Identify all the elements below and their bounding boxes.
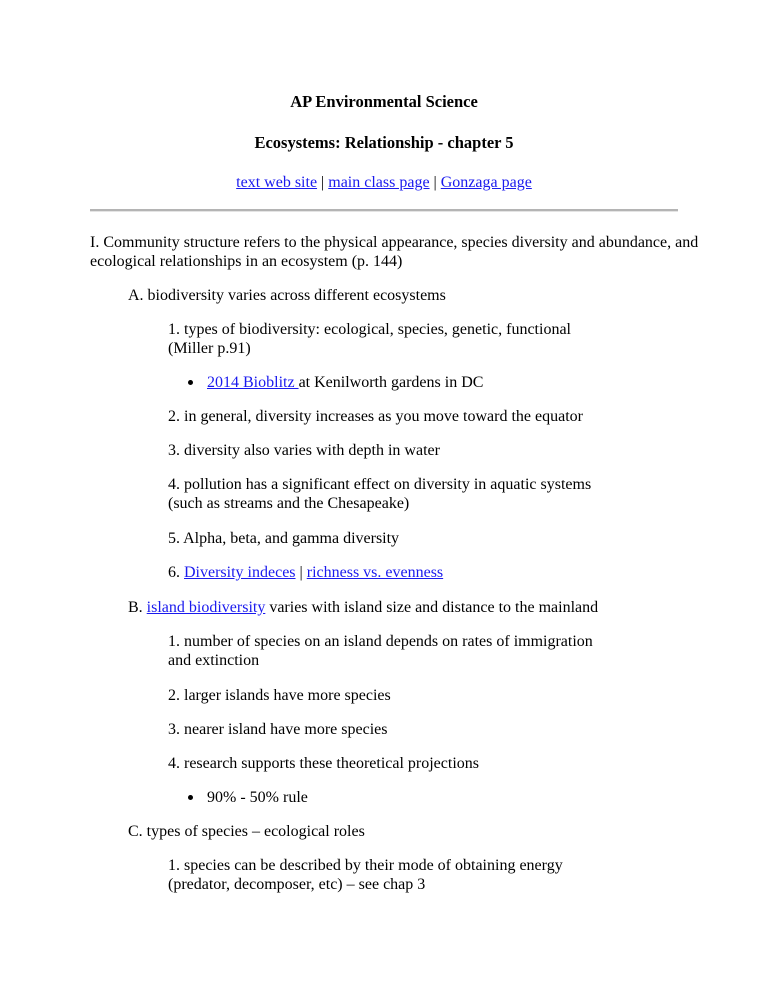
a-item-1-line1: 1. types of biodiversity: ecological, species, genetic, functional — [168, 321, 571, 338]
bullet-text: at Kenilworth gardens in DC — [298, 374, 484, 391]
diversity-indeces-link[interactable]: Diversity indeces — [184, 564, 296, 581]
bullet-icon — [188, 380, 193, 385]
horizontal-rule — [90, 209, 678, 212]
page-subtitle — [0, 133, 768, 152]
b-item-1-line1: 1. number of species on an island depends on rates of immigration — [168, 633, 593, 650]
b-item-1-line2: and extinction — [168, 652, 260, 669]
separator: | — [295, 564, 307, 581]
item-prefix: 6. — [168, 564, 184, 581]
b-bullet-1: 90% - 50% rule — [207, 789, 308, 806]
separator: | — [317, 174, 329, 191]
richness-evenness-link[interactable]: richness vs. evenness — [306, 564, 444, 581]
main-class-page-link[interactable]: main class page — [328, 174, 430, 191]
a-item-4 — [168, 475, 591, 513]
nav-links — [0, 173, 768, 192]
gonzaga-page-link[interactable]: Gonzaga page — [440, 174, 532, 191]
section-b — [128, 598, 598, 617]
bioblitz-link[interactable]: 2014 Bioblitz — [207, 374, 299, 391]
section-i — [90, 233, 698, 271]
a-item-3: 3. diversity also varies with depth in water — [168, 442, 440, 459]
bullet-icon — [188, 795, 193, 800]
page-title — [0, 92, 768, 111]
a-item-4-line2: (such as streams and the Chesapeake) — [168, 495, 410, 512]
section-i-line1: I. Community structure refers to the physical appearance, species diversity and abundance, and — [90, 234, 699, 251]
section-b-prefix: B. — [128, 599, 147, 616]
separator: | — [429, 174, 441, 191]
a-item-1 — [168, 320, 571, 358]
b-item-3: 3. nearer island have more species — [168, 721, 388, 738]
c-item-1 — [168, 856, 563, 894]
a-item-4-line1: 4. pollution has a significant effect on diversity in aquatic systems — [168, 476, 592, 493]
section-b-text: varies with island size and distance to the mainland — [265, 599, 599, 616]
a-item-2: 2. in general, diversity increases as you move toward the equator — [168, 408, 583, 425]
text-web-site-link[interactable]: text web site — [236, 174, 318, 191]
a-bullet-1 — [207, 373, 483, 392]
section-i-line2: ecological relationships in an ecosystem (p. 144) — [90, 253, 403, 270]
a-item-5: 5. Alpha, beta, and gamma diversity — [168, 530, 400, 547]
title-text: AP Environmental Science — [290, 92, 478, 111]
b-item-2: 2. larger islands have more species — [168, 687, 391, 704]
c-item-1-line1: 1. species can be described by their mode of obtaining energy — [168, 857, 563, 874]
subtitle-text: Ecosystems: Relationship - chapter 5 — [254, 133, 514, 152]
b-item-1 — [168, 632, 593, 670]
island-biodiversity-link[interactable]: island biodiversity — [146, 599, 266, 616]
a-item-1-line2: (Miller p.91) — [168, 340, 251, 357]
b-item-4: 4. research supports these theoretical projections — [168, 755, 479, 772]
c-item-1-line2: (predator, decomposer, etc) – see chap 3 — [168, 876, 426, 893]
section-c: C. types of species – ecological roles — [128, 823, 365, 840]
section-a: A. biodiversity varies across different ecosystems — [128, 287, 446, 304]
a-item-6 — [168, 563, 443, 582]
